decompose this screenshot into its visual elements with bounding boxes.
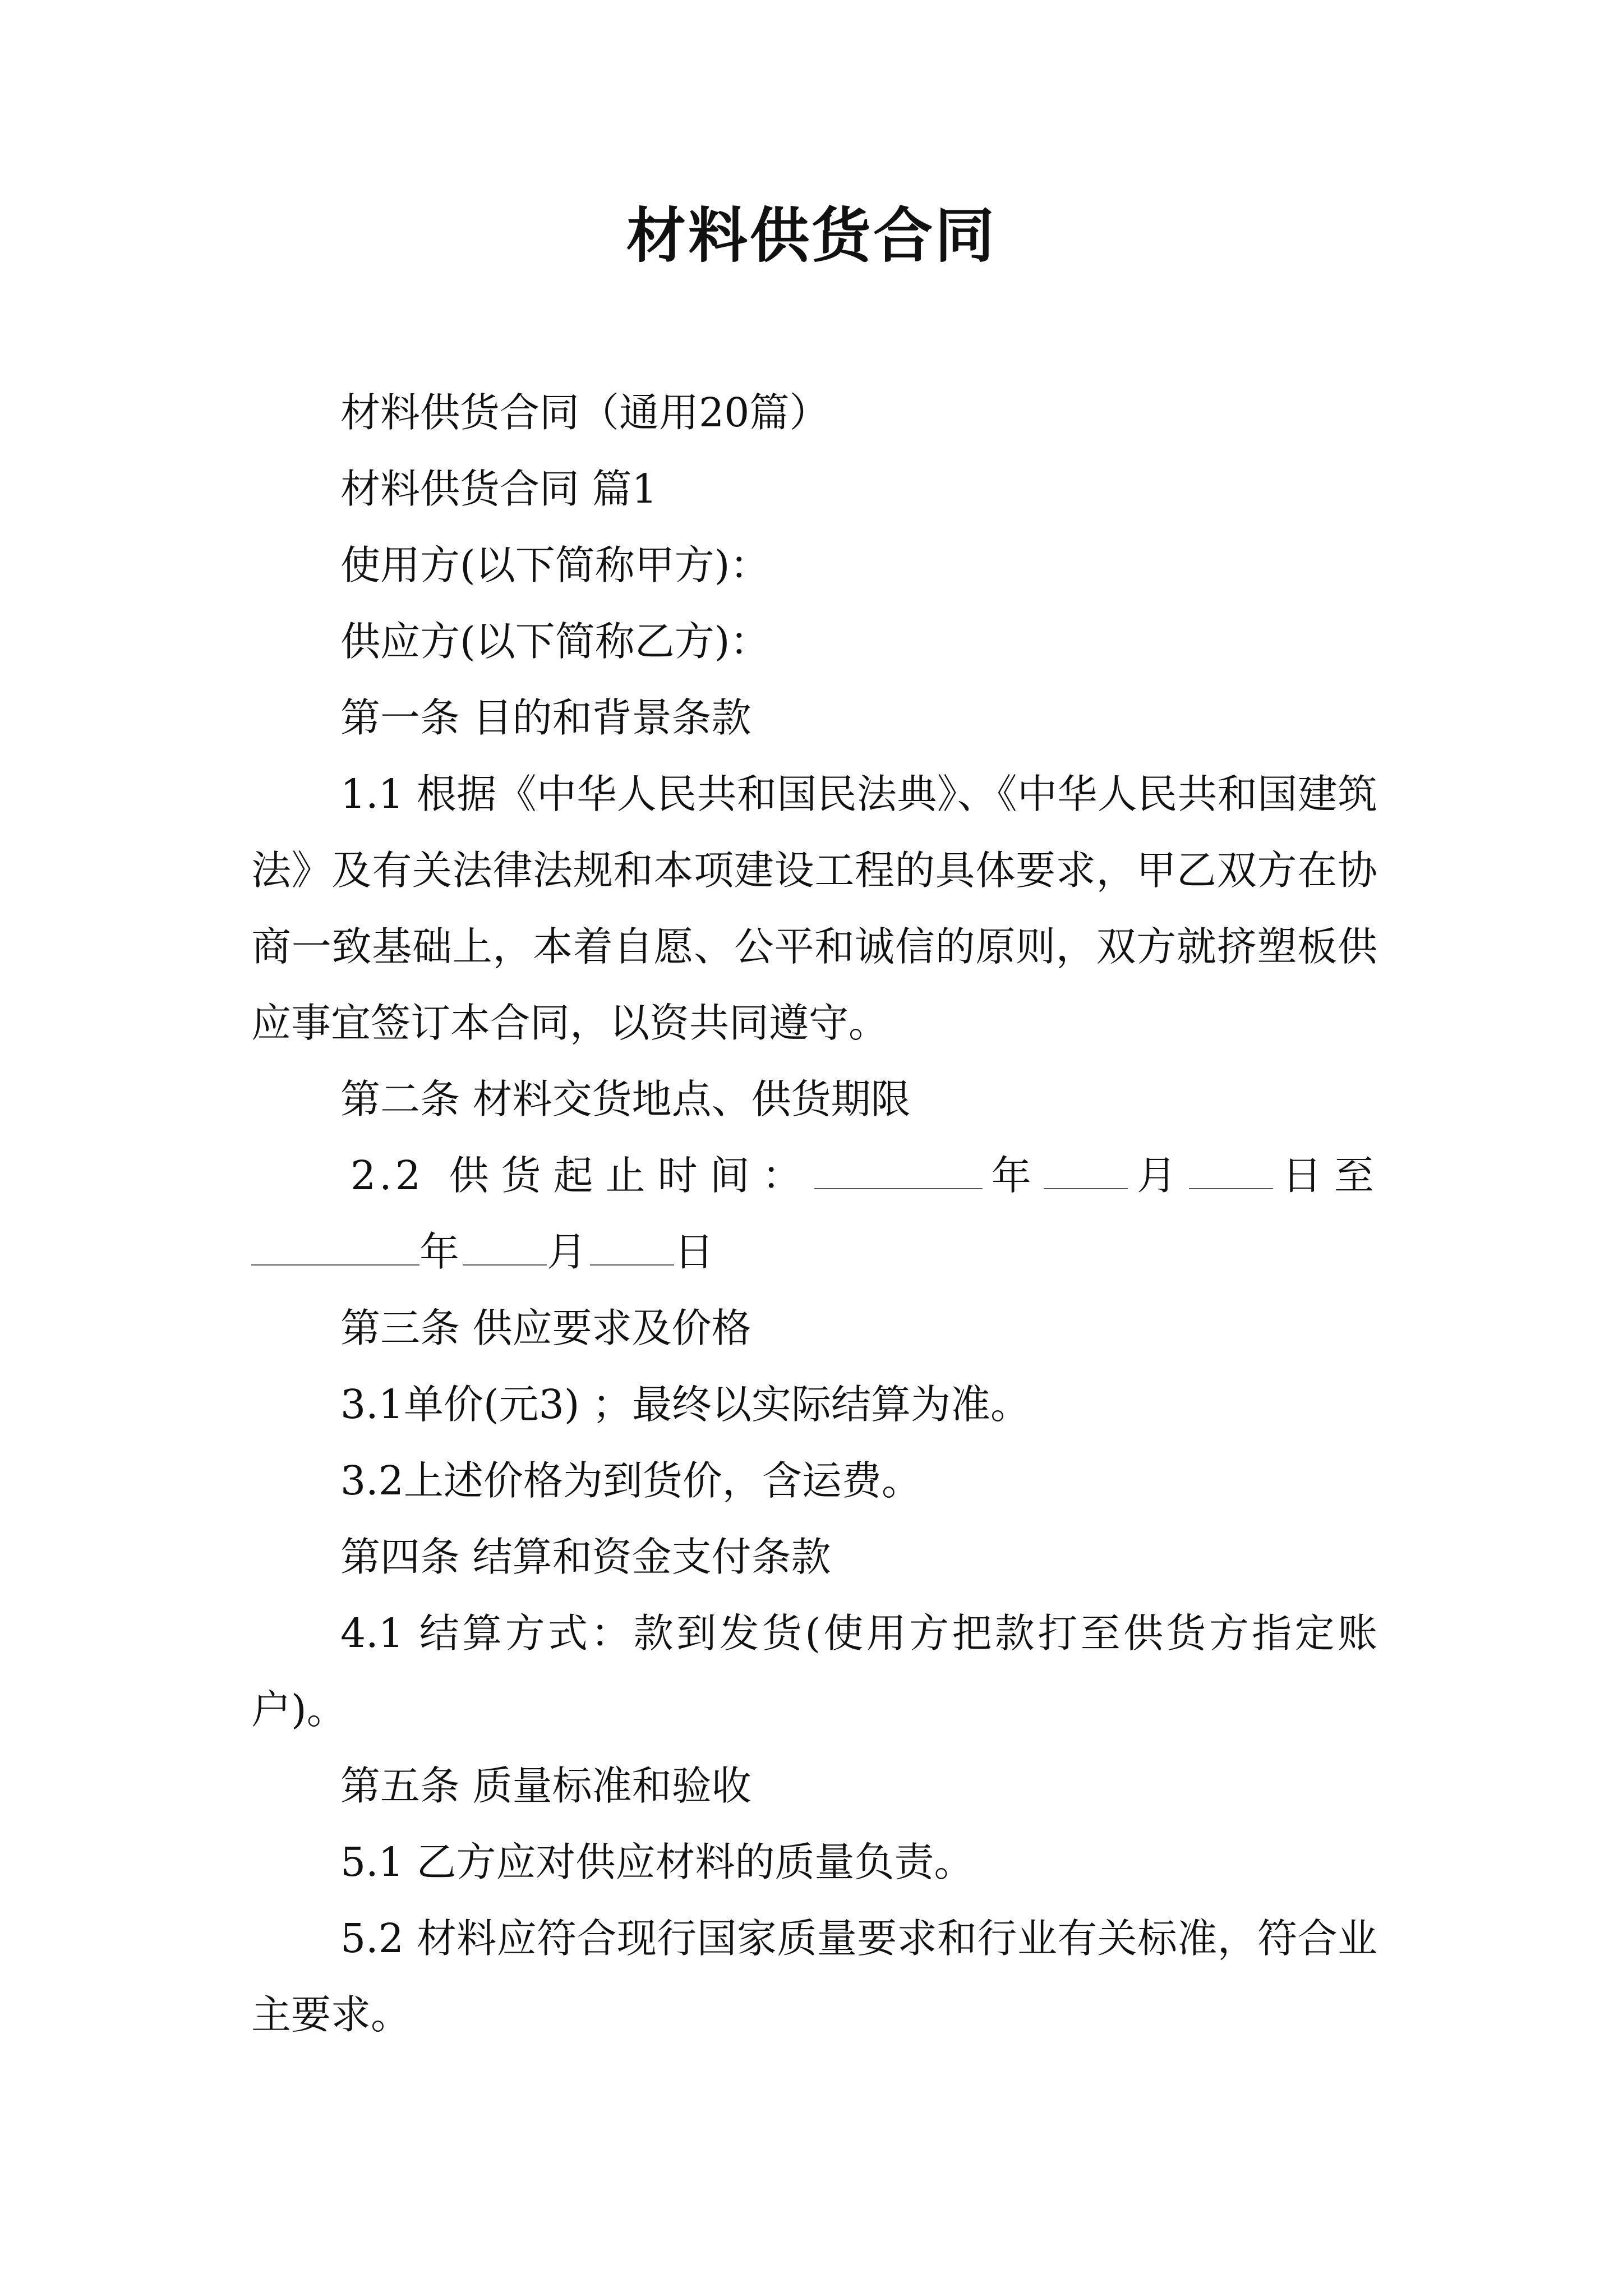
article-2-heading: 第二条 材料交货地点、供货期限 xyxy=(340,1076,911,1122)
article-1-heading: 第一条 目的和背景条款 xyxy=(340,694,751,741)
document-body xyxy=(251,375,1377,2053)
end-day-blank xyxy=(590,1231,674,1266)
paragraph-party-a: 使用方(以下简称甲方)： xyxy=(340,542,770,588)
end-day-label: 日 xyxy=(674,1228,718,1275)
start-year-blank xyxy=(814,1154,983,1189)
paragraph-collection-title: 材料供货合同（通用20篇） xyxy=(340,389,829,436)
supply-period-label: 2.2 供货起止时间： xyxy=(351,1152,814,1199)
clause-3-1: 3.1单价(元3) ；最终以实际结算为准。 xyxy=(340,1381,1031,1428)
clause-2-2-supply-period xyxy=(251,1138,1377,1290)
start-month-label: 月 xyxy=(1127,1152,1189,1199)
clause-3-2: 3.2上述价格为到货价，含运费。 xyxy=(340,1457,921,1504)
article-3-heading: 第三条 供应要求及价格 xyxy=(340,1305,751,1351)
end-month-blank xyxy=(463,1231,547,1266)
paragraph-contract-part-title: 材料供货合同 篇1 xyxy=(340,466,657,512)
paragraph-party-b: 供应方(以下简称乙方)： xyxy=(340,618,770,665)
article-4-heading: 第四条 结算和资金支付条款 xyxy=(340,1534,831,1580)
end-month-label: 月 xyxy=(547,1228,591,1275)
end-year-blank xyxy=(251,1231,419,1266)
document-title: 材料供货合同 xyxy=(626,200,997,270)
article-5-heading: 第五条 质量标准和验收 xyxy=(340,1763,751,1809)
clause-5-2: 5.2 材料应符合现行国家质量要求和行业有关标准，符合业主要求。 xyxy=(251,1915,1377,2038)
clause-4-1: 4.1 结算方式：款到发货(使用方把款打至供货方指定账户)。 xyxy=(251,1610,1377,1733)
end-year-label: 年 xyxy=(419,1228,463,1275)
start-month-blank xyxy=(1044,1154,1128,1189)
clause-1-1: 1.1 根据《中华人民共和国民法典》、《中华人民共和国建筑法》及有关法律法规和本项建设工程的具体要求，甲乙双方在协商一致基础上，本着自愿、公平和诚信的原则，双方就挤塑板供应事宜签订本合同，以资共同遵守。 xyxy=(251,771,1377,1046)
start-day-label: 日至 xyxy=(1272,1152,1377,1199)
start-day-blank xyxy=(1189,1154,1273,1189)
start-year-label: 年 xyxy=(982,1152,1044,1199)
clause-5-1: 5.1 乙方应对供应材料的质量负责。 xyxy=(340,1839,974,1885)
